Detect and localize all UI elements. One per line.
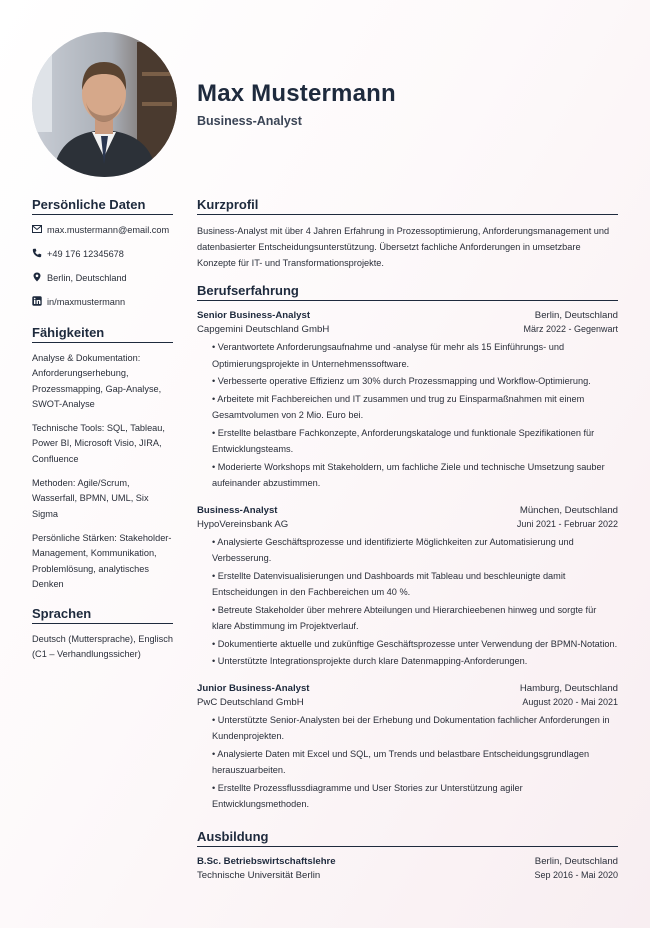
job-location: München, Deutschland xyxy=(519,504,618,516)
job-company: Capgemini Deutschland GmbH xyxy=(197,324,330,335)
location-pin-icon xyxy=(32,271,42,283)
mail-icon xyxy=(32,223,42,235)
section-title-languages: Sprachen xyxy=(32,606,173,624)
profile-photo xyxy=(32,32,177,177)
bullet-item: • Analysierte Geschäftsprozesse und identifizierte Möglichkeiten zur Automatisierung und Verbesserung. xyxy=(212,534,618,567)
job-company: HypoVereinsbank AG xyxy=(197,518,289,530)
linkedin-icon xyxy=(32,295,42,307)
bullet-item: • Analysierte Daten mit Excel und SQL, um Trends und belastbare Entscheidungsgrundlagen herauszuarbeiten. xyxy=(212,746,618,779)
candidate-role: Business-Analyst xyxy=(197,114,302,128)
phone-text: +49 176 12345678 xyxy=(47,249,124,259)
job-bullets xyxy=(197,712,618,813)
job-entry xyxy=(197,504,618,670)
job-title: Senior Business-Analyst xyxy=(197,310,311,321)
education-entry xyxy=(197,855,618,883)
job-bullets xyxy=(197,534,618,670)
skill-item: Persönliche Stärken: Stakeholder-Management, Kommunikation, Problemlösung, analytisches Denken xyxy=(32,532,172,589)
job-entry xyxy=(197,682,618,813)
section-title-skills: Fähigkeiten xyxy=(32,325,173,343)
job-title: Junior Business-Analyst xyxy=(197,682,310,694)
degree-title: B.Sc. Betriebswirtschaftslehre xyxy=(197,855,336,867)
portrait-image xyxy=(32,32,177,177)
job-location: Berlin, Deutschland xyxy=(534,310,618,321)
job-title: Business-Analyst xyxy=(197,504,278,516)
location-text: Berlin, Deutschland xyxy=(47,273,127,283)
education-location: Berlin, Deutschland xyxy=(534,855,618,867)
bullet-item: • Arbeitete mit Fachbereichen und IT zusammen und trug zu Einsparmaßnahmen mit einem Gesamtvolumen von 2 Mio. Euro bei. xyxy=(212,391,618,424)
bullet-item: • Moderierte Workshops mit Stakeholdern, um fachliche Ziele und technische Umsetzung sauber aufeinander abzustimmen. xyxy=(212,459,618,492)
section-title-education: Ausbildung xyxy=(197,829,618,847)
education-dates: Sep 2016 - Mai 2020 xyxy=(534,869,618,880)
bullet-item: • Erstellte belastbare Fachkonzepte, Anforderungskataloge und funktionale Spezifikationen für Entwicklungsteams. xyxy=(212,425,618,458)
left-column xyxy=(32,197,173,663)
profile-text: Business-Analyst mit über 4 Jahren Erfahrung in Prozessoptimierung, Anforderungsmanagement und datenbasierter Entscheidungsunterstützung. Übersetzt fachliche Anforderungen in umsetzbare Konzepte für IT- und Transformationsprojekte. xyxy=(197,226,610,268)
bullet-item: • Unterstützte Integrationsprojekte durch klare Datenmapping-Anforderungen. xyxy=(212,653,618,670)
bullet-item: • Verbesserte operative Effizienz um 30% durch Prozessmapping und Workflow-Optimierung. xyxy=(212,373,618,390)
skill-item: Methoden: Agile/Scrum, Wasserfall, BPMN, UML, Six Sigma xyxy=(32,478,149,519)
candidate-name: Max Mustermann xyxy=(197,80,396,107)
job-dates: Juni 2021 - Februar 2022 xyxy=(516,518,618,529)
right-column xyxy=(197,197,618,889)
bullet-item: • Verantwortete Anforderungsaufnahme und -analyse für mehr als 15 Einführungs- und Optimierungsprojekte in Unternehmenssoftware. xyxy=(212,339,618,372)
contact-phone[interactable] xyxy=(32,247,173,261)
job-company: PwC Deutschland GmbH xyxy=(197,696,304,708)
bullet-item: • Betreute Stakeholder über mehrere Abteilungen und Hierarchieebenen hinweg und sorgte für klare Abstimmung im Projektverlauf. xyxy=(212,602,618,635)
job-entry xyxy=(197,309,618,492)
bullet-item: • Erstellte Prozessflussdiagramme und User Stories zur Unterstützung agiler Entwicklungsmethoden. xyxy=(212,780,618,813)
contact-location xyxy=(32,271,173,285)
linkedin-text: in/maxmustermann xyxy=(47,297,126,307)
contact-email[interactable] xyxy=(32,223,173,237)
section-title-profile: Kurzprofil xyxy=(197,197,618,215)
header xyxy=(197,80,396,128)
job-dates: August 2020 - Mai 2021 xyxy=(522,696,618,707)
job-location: Hamburg, Deutschland xyxy=(519,682,618,694)
bullet-item: • Unterstützte Senior-Analysten bei der Erhebung und Dokumentation fachlicher Anforderungen in Kundenprojekten. xyxy=(212,712,618,745)
skill-item: Technische Tools: SQL, Tableau, Power BI, Microsoft Visio, JIRA, Confluence xyxy=(32,423,165,464)
school-name: Technische Universität Berlin xyxy=(197,869,321,881)
job-bullets xyxy=(197,339,618,492)
section-title-personal: Persönliche Daten xyxy=(32,197,173,215)
phone-icon xyxy=(32,247,42,259)
email-text: max.mustermann@email.com xyxy=(47,225,170,235)
bullet-item: • Dokumentierte aktuelle und zukünftige Geschäftsprozesse unter Verwendung der BPMN-Notation. xyxy=(212,636,618,653)
section-title-experience: Berufserfahrung xyxy=(197,283,618,301)
languages-text: Deutsch (Muttersprache), Englisch (C1 – Verhandlungssicher) xyxy=(32,634,173,660)
contact-linkedin[interactable] xyxy=(32,295,173,309)
bullet-item: • Erstellte Datenvisualisierungen und Dashboards mit Tableau und beschleunigte damit Entscheidungen in den Fachbereichen um 40 %. xyxy=(212,568,618,601)
job-dates: März 2022 - Gegenwart xyxy=(523,324,618,334)
skill-item: Analyse & Dokumentation: Anforderungserhebung, Prozessmapping, Gap-Analyse, SWOT-Analyse xyxy=(32,353,162,409)
